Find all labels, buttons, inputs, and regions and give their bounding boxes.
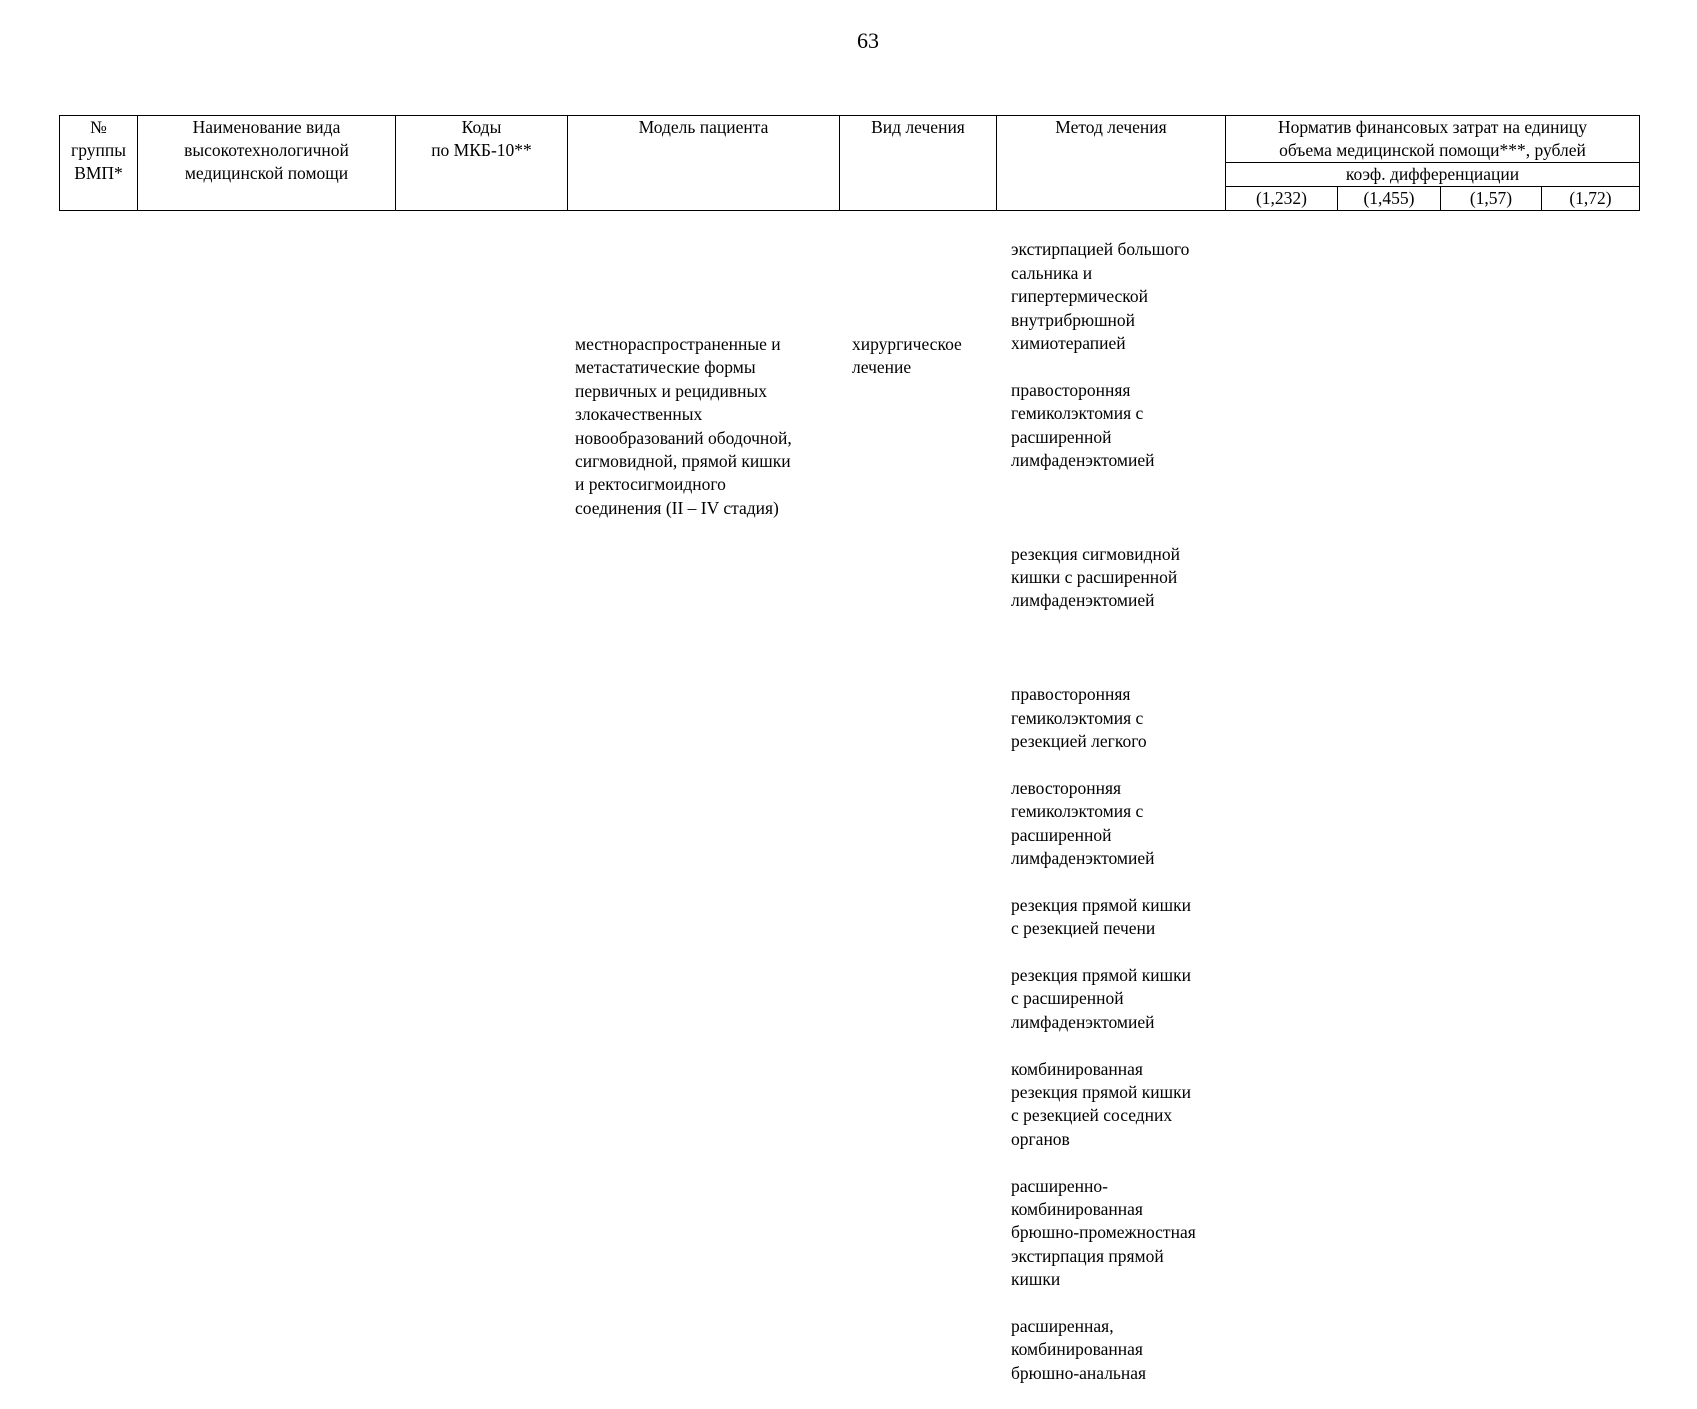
method-item: левосторонняя гемиколэктомия с расширенной лимфаденэктомией xyxy=(1011,777,1155,868)
method-item: резекция прямой кишки с резекцией печени xyxy=(1011,894,1192,939)
method-item: резекция прямой кишки с расширенной лимфаденэктомией xyxy=(1011,964,1192,1032)
header-coef-label: коэф. дифференциации xyxy=(1226,163,1640,187)
header-group-number: № группы ВМП* xyxy=(60,116,138,211)
treatment-type-text: хирургическое лечение xyxy=(852,334,962,378)
table-header xyxy=(59,115,1640,211)
header-treatment-method: Метод лечения xyxy=(997,116,1226,211)
method-continued: экстирпацией большого сальника и гипертермической внутрибрюшной химиотерапией xyxy=(1011,239,1190,354)
header-coef-2: (1,455) xyxy=(1338,187,1441,211)
method-item: расширенно- комбинированная брюшно-промежностная экстирпация прямой кишки xyxy=(1011,1175,1196,1290)
method-item: правосторонняя гемиколэктомия с резекцией легкого xyxy=(1011,684,1147,751)
header-financial-norm: Норматив финансовых затрат на единицу объема медицинской помощи***, рублей xyxy=(1226,116,1640,163)
method-item: комбинированная резекция прямой кишки с резекцией соседних органов xyxy=(1011,1058,1192,1149)
header-coef-3: (1,57) xyxy=(1441,187,1542,211)
header-care-type: Наименование вида высокотехнологичной медицинской помощи xyxy=(138,116,396,211)
header-coef-4: (1,72) xyxy=(1542,187,1640,211)
treatment-method-column xyxy=(1011,215,1241,1409)
header-treatment-type: Вид лечения xyxy=(840,116,997,211)
method-item: правосторонняя гемиколэктомия с расширенной лимфаденэктомией xyxy=(1011,379,1155,471)
method-item: расширенная, комбинированная брюшно-анальная xyxy=(1011,1316,1147,1383)
patient-model-text: местнораспространенные и метастатические формы первичных и рецидивных злокачественных новообразований ободочной, сигмовидной, прямой кишки и ректосигмоидного соединения (II – IV стадия) xyxy=(575,334,792,518)
header-icd-codes: Коды по МКБ-10** xyxy=(396,116,568,211)
page-number: 63 xyxy=(857,28,879,53)
header-patient-model: Модель пациента xyxy=(568,116,840,211)
method-item: резекция сигмовидной кишки с расширенной лимфаденэктомией xyxy=(1011,543,1180,611)
header-coef-1: (1,232) xyxy=(1226,187,1338,211)
